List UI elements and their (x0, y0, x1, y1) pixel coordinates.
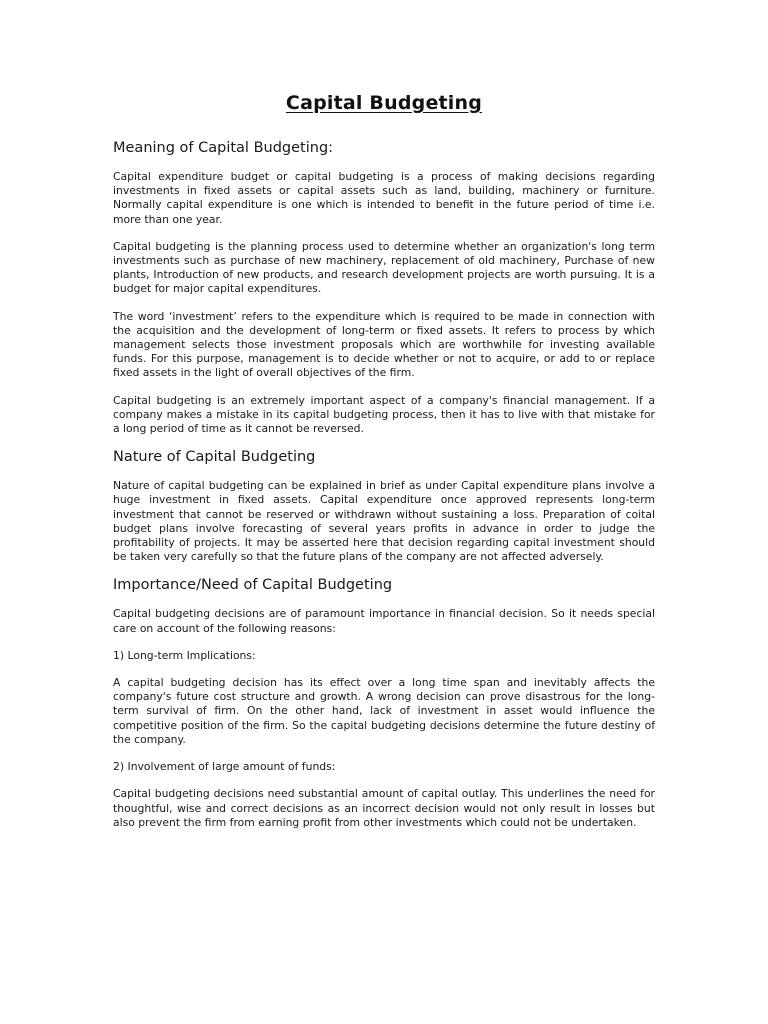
document-title: Capital Budgeting (285, 92, 483, 114)
list-item-heading: 2) Involvement of large amount of funds: (113, 760, 336, 774)
paragraph: Capital budgeting is the planning process used to determine whether an organization's long term investments such as purchase of new machinery, replacement of old machinery, Purchase of new plants, Introduction of new products, and research development projects are worth pursuing. It is a budget for major capital expenditures. (113, 239, 655, 296)
list-item-heading: 1) Long-term Implications: (113, 648, 256, 662)
section-heading-importance: Importance/Need of Capital Budgeting (113, 577, 393, 594)
section-meaning (113, 140, 655, 436)
section-heading-meaning: Meaning of Capital Budgeting: (113, 140, 334, 156)
paragraph: Capital budgeting decisions are of paramount importance in financial decision. So it needs special care on account of the following reasons: (113, 607, 655, 635)
section-nature (113, 449, 655, 564)
section-importance (113, 577, 655, 829)
paragraph: Nature of capital budgeting can be explained in brief as under Capital expenditure plans involve a huge investment in fixed assets. Capital expenditure once approved represents long-term investment that cannot be reserved or withdrawn without sustaining a loss. Preparation of coital budget plans involve forecasting of several years profits in advance in order to judge the profitability of projects. It may be asserted here that decision regarding capital investment should be taken very carefully so that the future plans of the company are not affected adversely. (113, 479, 655, 564)
paragraph: The word ‘investment’ refers to the expenditure which is required to be made in connection with the acquisition and the development of long-term or fixed assets. It refers to process by which management selects those investment proposals which are worthwhile for investing available funds. For this purpose, management is to decide whether or not to acquire, or add to or replace fixed assets in the light of overall objectives of the firm. (113, 309, 655, 380)
paragraph: Capital budgeting is an extremely important aspect of a company's financial management. If a company makes a mistake in its capital budgeting process, then it has to live with that mistake for a long period of time as it cannot be reversed. (113, 393, 655, 436)
paragraph: A capital budgeting decision has its effect over a long time span and inevitably affects the company's future cost structure and growth. A wrong decision can prove disastrous for the long-term survival of firm. On the other hand, lack of investment in asset would influence the competitive position of the firm. So the capital budgeting decisions determine the future destiny of the company. (113, 676, 655, 746)
paragraph: Capital expenditure budget or capital budgeting is a process of making decisions regarding investments in fixed assets or capital assets such as land, building, machinery or furniture. Normally capital expenditure is one which is intended to benefit in the future period of time i.e. more than one year. (113, 170, 655, 226)
section-heading-nature: Nature of Capital Budgeting (113, 449, 316, 466)
paragraph: Capital budgeting decisions need substantial amount of capital outlay. This underlines the need for thoughtful, wise and correct decisions as an incorrect decision would not only result in losses but also prevent the firm from earning profit from other investments which could not be undertaken. (113, 787, 655, 829)
document-page (113, 92, 655, 843)
